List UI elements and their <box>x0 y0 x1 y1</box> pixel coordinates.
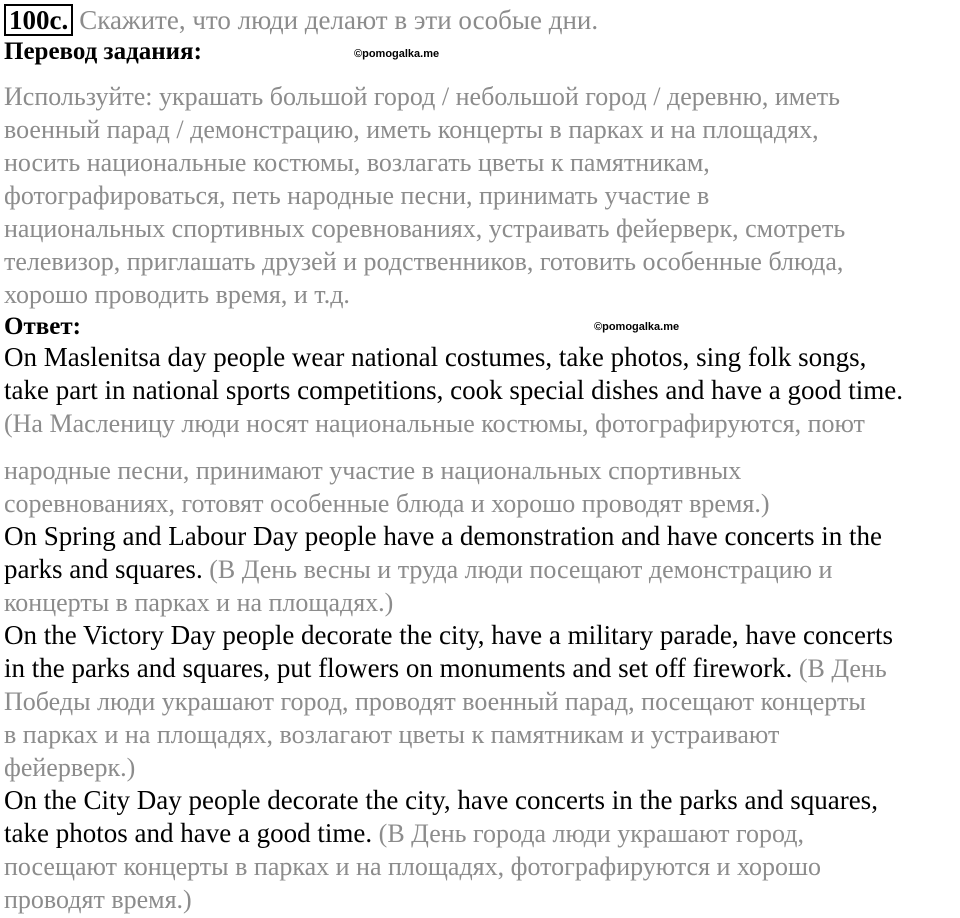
answer-english-text: On Maslenitsa day people wear national costumes, take photos, sing folk songs, <box>4 342 867 372</box>
answer-line <box>4 454 958 487</box>
answer-english-text: take part in national sports competitions, cook special dishes and have a good time. <box>4 375 904 405</box>
answer-russian-translation: (На Масленицу люди носят национальные костюмы, фотографируются, поют <box>4 409 865 438</box>
answer-russian-translation: посещают концерты в парках и на площадях, фотографируются и хорошо <box>4 852 821 881</box>
answer-line <box>4 487 958 520</box>
answer-english-text: parks and squares. <box>4 554 203 584</box>
answer-line <box>4 751 958 784</box>
translation-line: военный парад / демонстрацию, иметь концерты в парках и на площадях, <box>4 115 819 144</box>
document-page <box>4 2 958 916</box>
answer-line <box>4 553 958 586</box>
answer-russian-translation: в парках и на площадях, возлагают цветы к памятникам и устраивают <box>4 720 780 749</box>
translation-line: Используйте: украшать большой город / небольшой город / деревню, иметь <box>4 82 841 111</box>
answer-line <box>4 652 958 685</box>
answer-text <box>4 341 958 916</box>
answer-russian-translation: проводят время.) <box>4 885 192 914</box>
task-number: 100c. <box>4 4 73 36</box>
answer-russian-translation: концерты в парках и на площадях.) <box>4 588 394 617</box>
answer-line <box>4 586 958 619</box>
answer-line <box>4 341 958 374</box>
translation-header-row <box>4 38 958 66</box>
answer-english-text: in the parks and squares, put flowers on monuments and set off firework. <box>4 653 793 683</box>
answer-russian-translation: Победы люди украшают город, проводят военный парад, посещают концерты <box>4 687 866 716</box>
answer-line <box>4 718 958 751</box>
answer-english-text: take photos and have a good time. <box>4 818 373 848</box>
watermark-1: ©pomogalka.me <box>354 48 440 60</box>
task-text: Скажите, что люди делают в эти особые дни. <box>79 5 599 35</box>
answer-line <box>4 374 958 407</box>
answer-header-row <box>4 313 958 341</box>
answer-russian-translation: фейерверк.) <box>4 753 136 782</box>
translation-line: телевизор, приглашать друзей и родственников, готовить особенные блюда, <box>4 247 844 276</box>
translation-line: хорошо проводить время, и т.д. <box>4 280 350 309</box>
answer-russian-translation: (В День весны и труда люди посещают демонстрацию и <box>202 555 833 584</box>
translation-line: национальных спортивных соревнованиях, устраивать фейерверк, смотреть <box>4 214 846 243</box>
translation-text <box>4 80 958 311</box>
answer-english-text: On the City Day people decorate the city, have concerts in the parks and squares, <box>4 785 878 815</box>
answer-line <box>4 784 958 817</box>
answer-russian-translation: (В День города люди украшают город, <box>372 819 804 848</box>
answer-russian-translation: соревнованиях, готовят особенные блюда и хорошо проводят время.) <box>4 489 770 518</box>
answer-line <box>4 407 958 440</box>
answer-line <box>4 883 958 916</box>
answer-line <box>4 619 958 652</box>
watermark-2: ©pomogalka.me <box>594 321 680 333</box>
answer-russian-translation: народные песни, принимают участие в национальных спортивных <box>4 456 742 485</box>
translation-line: фотографироваться, петь народные песни, принимать участие в <box>4 181 710 210</box>
answer-line <box>4 520 958 553</box>
translation-line: носить национальные костюмы, возлагать цветы к памятникам, <box>4 148 710 177</box>
answer-line <box>4 685 958 718</box>
answer-russian-translation: (В День <box>792 654 887 683</box>
translation-header: Перевод задания: <box>4 38 202 65</box>
answer-header: Ответ: <box>4 313 81 340</box>
answer-english-text: On the Victory Day people decorate the city, have a military parade, have concerts <box>4 620 893 650</box>
answer-line <box>4 817 958 850</box>
answer-english-text: On Spring and Labour Day people have a demonstration and have concerts in the <box>4 521 882 551</box>
answer-line <box>4 850 958 883</box>
task-line <box>4 2 958 38</box>
